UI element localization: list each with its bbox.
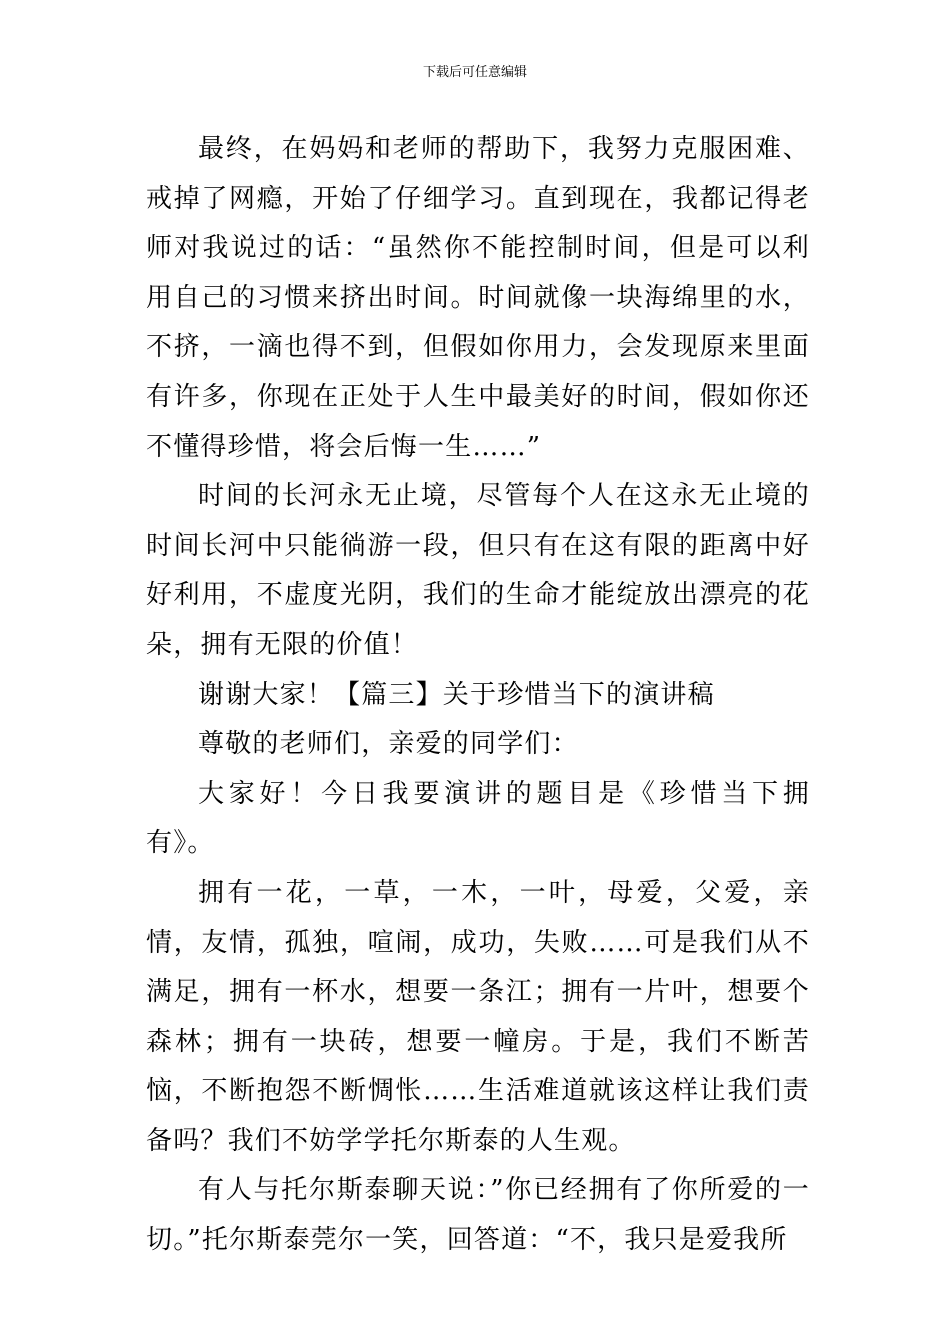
paragraph-7: 有人与托尔斯泰聊天说：”你已经拥有了你所爱的一切。”托尔斯泰莞尔一笑，回答道：“不，我只是爱我所 [146, 1175, 810, 1256]
page-header: 下载后可任意编辑 [422, 65, 527, 80]
paragraph-2: 时间的长河永无止境，尽管每个人在这永无止境的时间长河中只能徜游一段，但只有在这有限的距离中好好利用，不虚度光阴，我们的生命才能绽放出漂亮的花朵，拥有无限的价值！ [146, 481, 810, 660]
paragraph-6: 拥有一花，一草，一木，一叶，母爱，父爱，亲情，友情，孤独，喧闹，成功，失败……可是我们从不满足，拥有一杯水，想要一条江；拥有一片叶，想要个森林；拥有一块砖，想要一幢房。于是，我们不断苦恼，不断抱怨不断惆怅……生活难道就该这样让我们责备吗？我们不妨学学托尔斯泰的人生观。 [146, 877, 810, 1156]
paragraph-4: 尊敬的老师们，亲爱的同学们： [198, 729, 579, 760]
paragraph-3: 谢谢大家！【篇三】关于珍惜当下的演讲稿 [198, 679, 715, 710]
document-body [146, 125, 810, 1266]
paragraph-5: 大家好！今日我要演讲的题目是《珍惜当下拥有》。 [146, 778, 810, 859]
paragraph-1: 最终，在妈妈和老师的帮助下，我努力克服困难、戒掉了网瘾，开始了仔细学习。直到现在，我都记得老师对我说过的话：“虽然你不能控制时间，但是可以利用自己的习惯来挤出时间。时间就像一块海绵里的水，不挤，一滴也得不到，但假如你用力，会发现原来里面有许多，你现在正处于人生中最美好的时间，假如你还不懂得珍惜，将会后悔一生……” [146, 134, 810, 462]
